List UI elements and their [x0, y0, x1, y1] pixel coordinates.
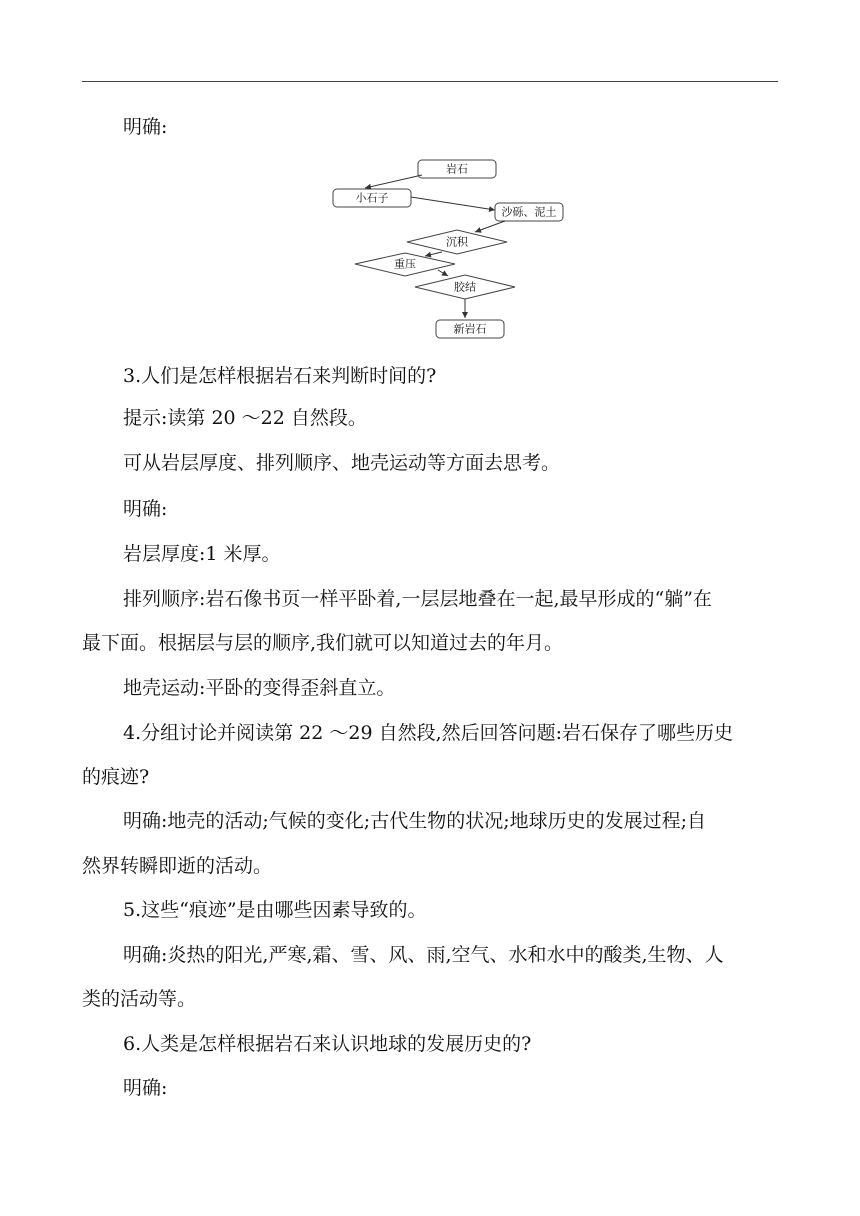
paragraph-clarify-3: 明确:	[123, 1077, 168, 1099]
question-5: 5.这些“痕迹”是由哪些因素导致的。	[123, 899, 427, 921]
paragraph-clarify-2: 明确:	[123, 498, 168, 520]
question-4-line1: 4.分组讨论并阅读第 22 ～29 自然段,然后回答问题:岩石保存了哪些历史	[123, 722, 734, 744]
node-sand-label: 沙砾、泥土	[501, 205, 557, 219]
header-rule	[82, 81, 778, 82]
node-cement-label: 胶结	[454, 280, 476, 294]
node-sediment-label: 沉积	[446, 235, 468, 249]
question-6: 6.人类是怎样根据岩石来认识地球的发展历史的?	[123, 1033, 532, 1055]
answer-4-line1: 明确:地壳的活动;气候的变化;古代生物的状况;地球历史的发展过程;自	[123, 810, 707, 832]
answer-thickness: 岩层厚度:1 米厚。	[123, 543, 281, 565]
answer-order-line1: 排列顺序:岩石像书页一样平卧着,一层层地叠在一起,最早形成的“躺”在	[123, 588, 712, 610]
paragraph-clarify-1: 明确:	[123, 116, 168, 138]
node-rock-label: 岩石	[446, 162, 468, 176]
question-4-line2: 的痕迹?	[82, 766, 150, 788]
node-newrock-label: 新岩石	[453, 322, 487, 336]
answer-crust: 地壳运动:平卧的变得歪斜直立。	[123, 677, 396, 699]
answer-order-line2: 最下面。根据层与层的顺序,我们就可以知道过去的年月。	[82, 632, 564, 654]
hint-3-detail: 可从岩层厚度、排列顺序、地壳运动等方面去思考。	[123, 452, 561, 474]
answer-5-line2: 类的活动等。	[82, 988, 197, 1010]
answer-5-line1: 明确:炎热的阳光,严寒,霜、雪、风、雨,空气、水和水中的酸类,生物、人	[123, 944, 724, 966]
node-pebble-label: 小石子	[355, 191, 389, 205]
answer-4-line2: 然界转瞬即逝的活动。	[82, 855, 273, 877]
node-pressure-label: 重压	[394, 257, 416, 271]
rock-cycle-flowchart	[330, 152, 557, 346]
question-3: 3.人们是怎样根据岩石来判断时间的?	[123, 365, 437, 387]
hint-3: 提示:读第 20 ～22 自然段。	[123, 407, 367, 429]
